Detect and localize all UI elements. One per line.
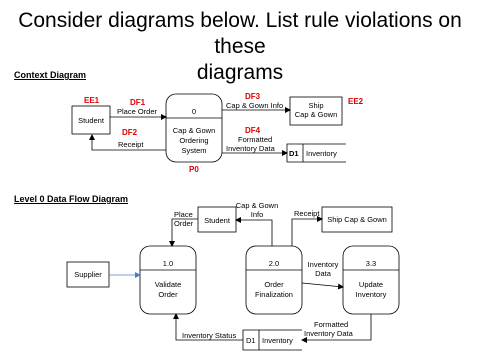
label-cap-gown-info: Cap & Gown Info [226, 101, 284, 110]
label-df1: DF1 [130, 98, 146, 107]
label-process-line3: System [181, 146, 207, 155]
l0-label-p1-num: 1.0 [162, 259, 174, 268]
label-ship-line2: Cap & Gown [294, 110, 338, 119]
l0-label-p1-line1: Validate [154, 280, 182, 289]
label-process-line1: Cap & Gown [172, 126, 216, 135]
l0-label-inventory: Inventory [262, 336, 293, 345]
l0-label-inv-data: Inventory Data [304, 329, 353, 338]
label-df2: DF2 [122, 128, 138, 137]
label-formatted: Formatted [238, 135, 273, 144]
l0-label-p3-num: 3.3 [365, 259, 377, 268]
label-inventory-data: Inventory Data [226, 144, 275, 153]
l0-label-receipt: Receipt [294, 209, 320, 218]
l0-label-inv-data-2: Data [315, 269, 331, 278]
flow-l0-receipt [292, 219, 322, 246]
label-receipt: Receipt [118, 140, 144, 149]
l0-label-p3-line1: Update [358, 280, 384, 289]
l0-label-d1: D1 [246, 336, 256, 345]
l0-label-formatted: Formatted [314, 320, 349, 329]
label-process-line2: Ordering [179, 136, 209, 145]
l0-label-place: Place [174, 210, 193, 219]
label-d1: D1 [289, 149, 299, 158]
l0-label-p2-line1: Order [264, 280, 284, 289]
l0-label-p3-line2: Inventory [355, 290, 387, 299]
label-inventory: Inventory [306, 149, 337, 158]
context-heading: Context Diagram [14, 70, 87, 80]
label-ee2: EE2 [348, 97, 364, 106]
label-ship-line1: Ship [308, 101, 324, 110]
title-line-1: Consider diagrams below. List rule violations on these [18, 9, 462, 58]
title-line-2: diagrams [196, 61, 284, 84]
l0-label-ship: Ship Cap & Gown [327, 215, 387, 224]
label-ee1: EE1 [84, 96, 100, 105]
l0-label-p2-line2: Finalization [255, 290, 293, 299]
label-df4: DF4 [245, 126, 261, 135]
l0-label-order: Order [174, 219, 194, 228]
flow-l0-inventory-data [302, 283, 343, 287]
l0-label-inv-data-1: Inventory [307, 260, 339, 269]
label-df3: DF3 [245, 92, 261, 101]
level0-heading: Level 0 Data Flow Diagram [14, 194, 129, 204]
l0-label-supplier: Supplier [74, 270, 102, 279]
l0-label-cg-info-2: Info [250, 210, 264, 219]
l0-label-inv-status: Inventory Status [182, 331, 237, 340]
label-p0: P0 [189, 165, 199, 174]
label-process-num: 0 [191, 107, 197, 116]
label-student: Student [78, 116, 104, 125]
label-place-order: Place Order [117, 107, 158, 116]
l0-label-student: Student [204, 216, 230, 225]
flow-l0-cap-gown-info [236, 220, 272, 246]
l0-label-p2-num: 2.0 [268, 259, 280, 268]
l0-label-p1-line2: Order [158, 290, 178, 299]
l0-label-cg-info-1: Cap & Gown [235, 201, 279, 210]
